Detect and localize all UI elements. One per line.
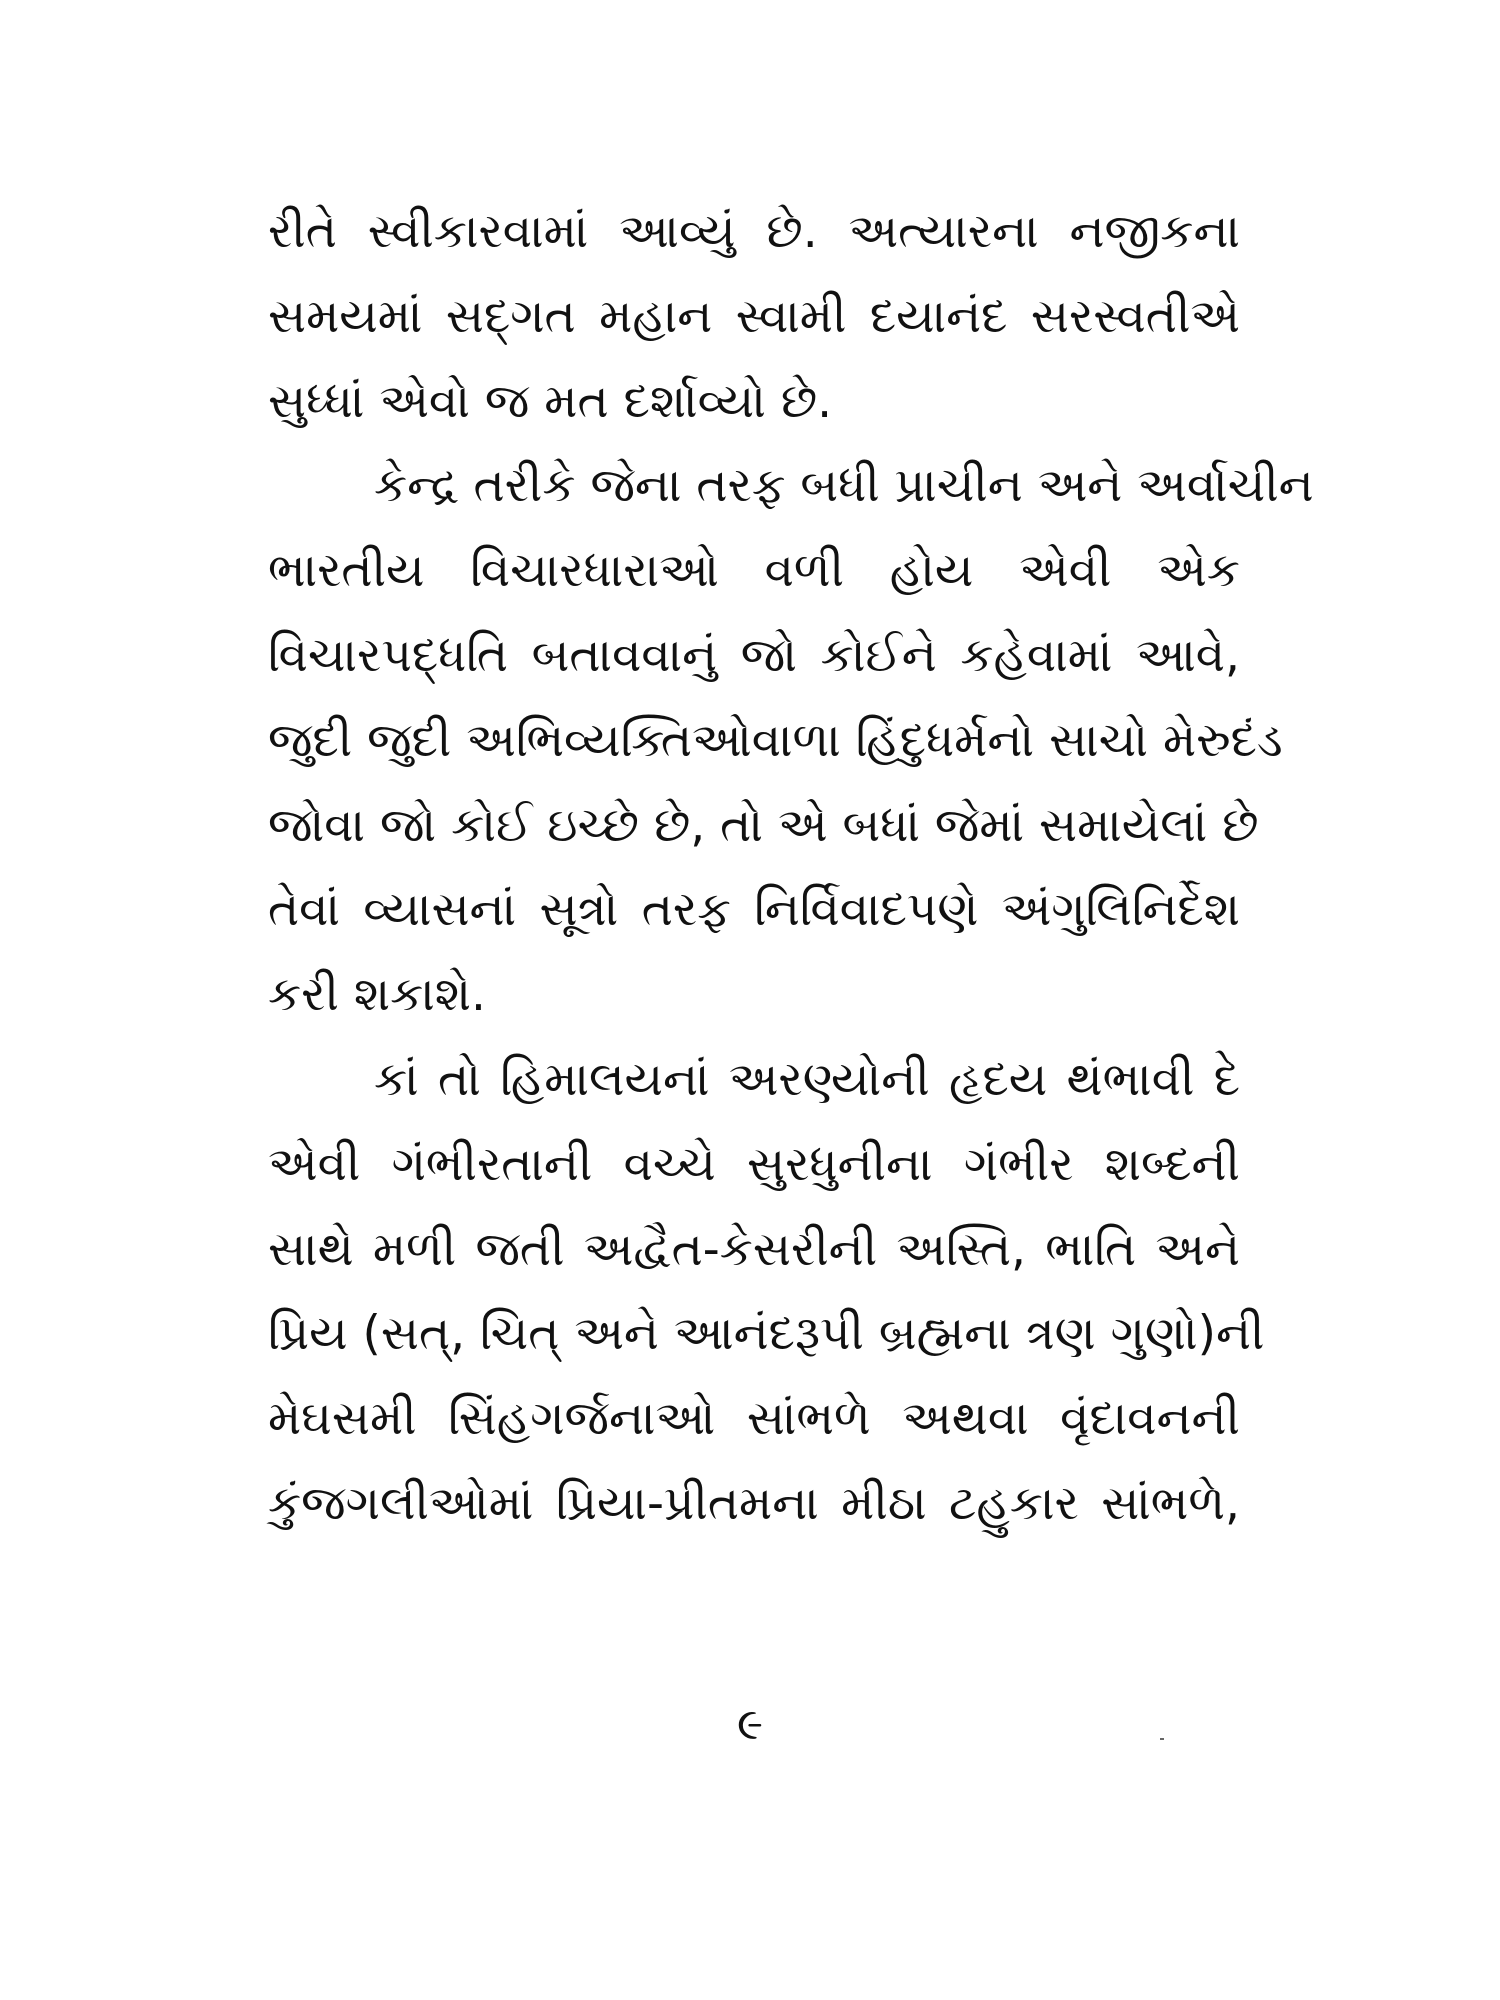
text-line: રીતે સ્વીકારવામાં આવ્યું છે. અત્યારના નજીકના [268,204,1240,259]
text-line: કેન્દ્ર તરીકે જેના તરફ બધી પ્રાચીન અને અર્વાચીન [374,458,1314,514]
text-line: ભારતીય વિચારધારાઓ વળી હોય એવી એક [268,543,1240,599]
text-line: જુદી જુદી અભિવ્યક્તિઓવાળા હિંદુધર્મનો સાચો મેરુદંડ [268,712,1283,768]
paragraph [268,1038,1265,1547]
page-number: ૯ [736,1699,764,1750]
body-text [268,190,1314,1547]
text-line: સુધ્ધાં એવો જ મત દર્શાવ્યો છે. [268,373,833,429]
text-line: સમયમાં સદ્‌ગત મહાન સ્વામી દયાનંદ સરસ્વતીએ [268,288,1240,344]
scan-speck [1160,1738,1164,1740]
paragraph [268,444,1314,1038]
text-line: મેઘસમી સિંહગર્જનાઓ સાંભળે અથવા વૃંદાવનની [268,1391,1240,1447]
text-line: પ્રિય (સત્, ચિત્ અને આનંદરૂપી બ્રહ્મના ત્રણ ગુણો)ની [268,1306,1265,1362]
text-line: કરી શકાશે. [268,967,486,1023]
text-line: તેવાં વ્યાસનાં સૂત્રો તરફ નિર્વિવાદપણે અંગુલિનિર્દેશ [268,882,1240,938]
text-line: જોવા જો કોઈ ઇચ્છે છે, તો એ બધાં જેમાં સમાયેલાં છે [268,797,1259,853]
text-line: એવી ગંભીરતાની વચ્ચે સુરધુનીના ગંભીર શબ્દની [268,1136,1240,1192]
text-line: વિચારપદ્ધતિ બતાવવાનું જો કોઈને કહેવામાં આવે, [268,627,1240,683]
text-line: સાથે મળી જતી અદ્વૈત-કેસરીની અસ્તિ, ભાતિ અને [268,1221,1240,1277]
text-line: કાં તો હિમાલયનાં અરણ્યોની હૃદય થંભાવી દે [374,1051,1240,1107]
paragraph [268,190,1240,444]
text-line: કુંજગલીઓમાં પ્રિયા-પ્રીતમના મીઠા ટહુકાર સાંભળે, [268,1475,1240,1531]
